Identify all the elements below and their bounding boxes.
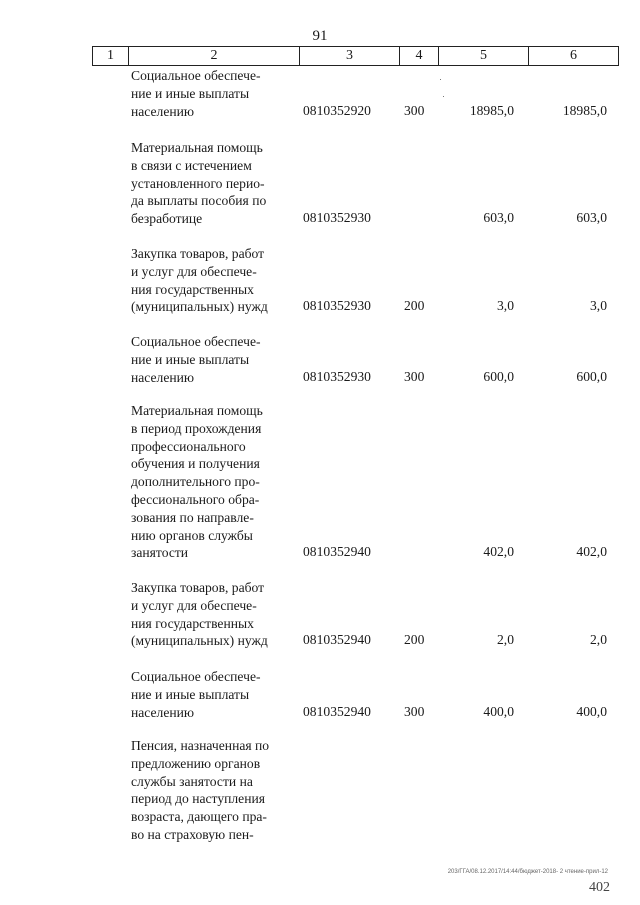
header-cell-2: 2 bbox=[129, 47, 300, 65]
scan-speck bbox=[443, 96, 444, 97]
row-value-2018: 600,0 bbox=[483, 369, 514, 384]
row-value-approved: 3,0 bbox=[590, 298, 607, 313]
row-description: Закупка товаров, работ и услуг для обеспече- ния государственных (муниципальных) нужд bbox=[131, 246, 268, 315]
header-cell-1: 1 bbox=[93, 47, 129, 65]
row-value-2018: 400,0 bbox=[483, 704, 514, 719]
row-expense-type: 300 bbox=[404, 369, 425, 384]
row-code: 0810352940 bbox=[303, 704, 371, 719]
row-value-2018: 18985,0 bbox=[469, 103, 514, 118]
footer-page-number: 402 bbox=[589, 880, 610, 895]
page-number: 91 bbox=[312, 28, 328, 44]
row-description: Материальная помощь в период прохождения профессионального обучения и получения дополнительного про- фессионального обра- зования по направле- нию органов службы занятости bbox=[131, 403, 263, 561]
row-value-approved: 603,0 bbox=[576, 210, 607, 225]
header-cell-3: 3 bbox=[300, 47, 400, 65]
row-expense-type: 300 bbox=[404, 103, 425, 118]
row-code: 0810352930 bbox=[303, 369, 371, 384]
row-description: Социальное обеспече- ние и иные выплаты населению bbox=[131, 334, 261, 385]
row-value-2018: 603,0 bbox=[483, 210, 514, 225]
row-description: Закупка товаров, работ и услуг для обеспече- ния государственных (муниципальных) нужд bbox=[131, 580, 268, 649]
row-code: 0810352940 bbox=[303, 544, 371, 559]
row-description: Социальное обеспече- ние и иные выплаты населению bbox=[131, 669, 261, 720]
row-code: 0810352930 bbox=[303, 298, 371, 313]
footer-stamp: 203/ГГА/08.12.2017/14:44/бюджет-2018- 2 чтение-прил-12 bbox=[447, 869, 608, 875]
row-description: Материальная помощь в связи с истечением установленного перио- да выплаты пособия по безработице bbox=[131, 140, 267, 227]
row-value-2018: 3,0 bbox=[497, 298, 514, 313]
row-value-2018: 2,0 bbox=[497, 632, 514, 647]
row-code: 0810352930 bbox=[303, 210, 371, 225]
row-code: 0810352920 bbox=[303, 103, 371, 118]
row-description: Пенсия, назначенная по предложению органов службы занятости на период до наступления возраста, дающего пра- во на страховую пен- bbox=[131, 738, 270, 842]
table-header-row bbox=[92, 46, 619, 66]
header-cell-4: 4 bbox=[400, 47, 439, 65]
row-code: 0810352940 bbox=[303, 632, 371, 647]
row-value-approved: 600,0 bbox=[576, 369, 607, 384]
row-expense-type: 200 bbox=[404, 632, 425, 647]
header-cell-6: 6 bbox=[570, 48, 577, 63]
row-value-approved: 18985,0 bbox=[562, 103, 607, 118]
row-value-approved: 400,0 bbox=[576, 704, 607, 719]
row-expense-type: 200 bbox=[404, 298, 425, 313]
row-value-approved: 402,0 bbox=[576, 544, 607, 559]
header-cell-5: 5 bbox=[439, 47, 529, 65]
row-description: Социальное обеспече- ние и иные выплаты населению bbox=[131, 68, 261, 119]
row-expense-type: 300 bbox=[404, 704, 425, 719]
row-value-2018: 402,0 bbox=[483, 544, 514, 559]
scan-speck bbox=[440, 79, 441, 80]
row-value-approved: 2,0 bbox=[590, 632, 607, 647]
